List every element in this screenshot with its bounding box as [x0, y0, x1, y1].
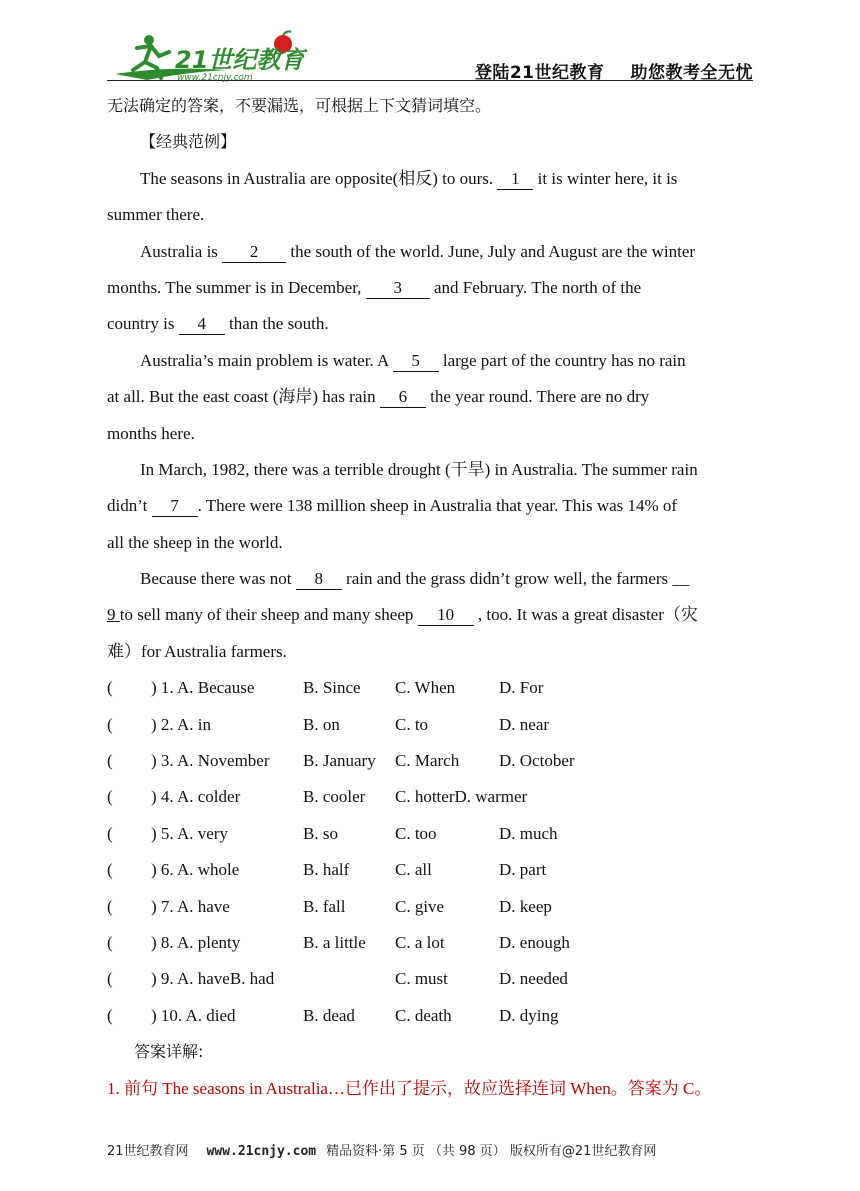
question-option-b: B. on — [303, 714, 340, 734]
question-row — [107, 743, 753, 779]
example-title: 【经典范例】 — [140, 132, 237, 152]
question-option-b: B. January — [303, 751, 376, 771]
passage-line: all the sheep in the world. — [107, 532, 283, 552]
question-option-a: ) 1. A. Because — [151, 678, 255, 698]
intro-line: 无法确定的答案，不要漏选，可根据上下文猜词填空。 — [107, 96, 492, 115]
blank-1: 1 — [497, 169, 533, 190]
passage-line: 难）for Australia farmers. — [107, 641, 287, 661]
footer-url: www.21cnjy.com — [206, 1144, 317, 1159]
question-answer-slot: ( — [107, 751, 113, 771]
passage-line: at all. But the east coast (海岸) has rain 6 the year round. There are no dry — [107, 387, 650, 407]
question-option-b: B. dead — [303, 1005, 355, 1025]
question-option-d: D. dying — [499, 1005, 559, 1025]
passage-line: summer there. — [107, 205, 205, 225]
passage-line: Because there was not 8 rain and the grass didn’t grow well, the farmers __ — [140, 569, 690, 589]
question-option-d: D. October — [499, 751, 575, 771]
passage-line: didn’t 7 . There were 138 million sheep in Australia that year. This was 14% of — [107, 496, 678, 516]
question-row — [107, 961, 753, 997]
question-row — [107, 816, 753, 852]
question-answer-slot: ( — [107, 678, 113, 698]
footer-info: 精品资料·第 5 页 （共 98 页） 版权所有@21世纪教育网 — [326, 1144, 657, 1159]
question-option-a: ) 3. A. November — [151, 751, 270, 771]
passage-line: In March, 1982, there was a terrible drought (干旱) in Australia. The summer rain — [140, 459, 698, 479]
passage-line: months here. — [107, 423, 195, 443]
question-option-b: B. half — [303, 860, 350, 880]
svg-text:www.21cnjy.com: www.21cnjy.com — [177, 73, 253, 82]
blank-6: 6 — [380, 387, 426, 408]
question-answer-slot: ( — [107, 1005, 113, 1025]
question-option-b: B. fall — [303, 896, 346, 916]
question-answer-slot: ( — [107, 787, 113, 807]
blank-7: 7 — [152, 496, 198, 517]
answer-heading: 答案详解: — [134, 1042, 204, 1062]
blank-5: 5 — [393, 351, 439, 372]
question-row — [107, 670, 753, 706]
question-option-c: C. too — [395, 823, 437, 843]
question-option-c: C. all — [395, 860, 432, 880]
question-answer-slot: ( — [107, 969, 113, 989]
answer-1: 1. 前句 The seasons in Australia…已作出了提示，故应选择连词 When。答案为 C。 — [107, 1078, 712, 1098]
question-option-d: D. needed — [499, 969, 568, 989]
blank-2: 2 — [222, 242, 286, 263]
question-list — [107, 670, 753, 1034]
passage-line: months. The summer is in December, 3 and February. The north of the — [107, 277, 642, 297]
question-answer-slot: ( — [107, 714, 113, 734]
question-option-a: ) 2. A. in — [151, 714, 211, 734]
passage-line: country is 4 than the south. — [107, 314, 329, 334]
site-logo — [107, 30, 317, 82]
question-option-d: D. keep — [499, 896, 552, 916]
question-row — [107, 707, 753, 743]
question-option-d: D. much — [499, 823, 558, 843]
question-row — [107, 925, 753, 961]
question-option-d: D. enough — [499, 932, 570, 952]
blank-8: 8 — [296, 569, 342, 590]
page-header — [107, 30, 753, 82]
question-option-b: B. so — [303, 823, 338, 843]
question-option-c: C. must — [395, 969, 448, 989]
question-answer-slot: ( — [107, 860, 113, 880]
footer-site: 21世纪教育网 — [107, 1144, 189, 1159]
question-answer-slot: ( — [107, 896, 113, 916]
question-option-a: ) 4. A. colder — [151, 787, 241, 807]
passage-line: Australia’s main problem is water. A 5 large part of the country has no rain — [140, 350, 686, 370]
header-slogan-1: 登陆21世纪教育 — [474, 63, 605, 83]
question-row — [107, 779, 753, 815]
question-option-c: C. March — [395, 751, 460, 771]
blank-4: 4 — [179, 314, 225, 335]
question-option-c: C. give — [395, 896, 445, 916]
question-answer-slot: ( — [107, 823, 113, 843]
passage-line: 9 to sell many of their sheep and many sheep 10 , too. It was a great disaster（灾 — [107, 605, 698, 625]
question-option-a: ) 10. A. died — [151, 1005, 236, 1025]
passage-line: Australia is 2 the south of the world. June, July and August are the winter — [140, 241, 696, 261]
blank-3: 3 — [366, 278, 430, 299]
question-option-c: C. When — [395, 678, 456, 698]
question-option-a: ) 7. A. have — [151, 896, 230, 916]
question-row — [107, 852, 753, 888]
page-footer — [107, 1140, 656, 1159]
document-body — [107, 88, 753, 1107]
question-option-d: D. part — [499, 860, 547, 880]
header-slogan-2: 助您教考全无忧 — [630, 63, 753, 83]
question-option-a: ) 5. A. very — [151, 823, 228, 843]
blank-9: 9 — [107, 605, 120, 625]
question-option-a: ) 9. A. haveB. had — [151, 969, 275, 989]
question-row — [107, 998, 753, 1034]
question-option-b: B. Since — [303, 678, 361, 698]
passage-line: The seasons in Australia are opposite(相反) to ours. 1 it is winter here, it is — [140, 168, 678, 188]
question-row — [107, 889, 753, 925]
question-option-d: D. For — [499, 678, 544, 698]
header-divider — [107, 80, 753, 81]
question-option-a: ) 6. A. whole — [151, 860, 240, 880]
question-option-c: C. death — [395, 1005, 452, 1025]
question-option-c: C. a lot — [395, 932, 445, 952]
svg-text:21世纪教育: 21世纪教育 — [175, 46, 305, 74]
question-answer-slot: ( — [107, 932, 113, 952]
question-option-c: C. to — [395, 714, 429, 734]
blank-10: 10 — [418, 605, 474, 626]
question-option-b: B. cooler — [303, 787, 366, 807]
question-option-a: ) 8. A. plenty — [151, 932, 241, 952]
blank-9-start: __ — [672, 569, 690, 589]
question-option-c: C. hotterD. warmer — [395, 787, 528, 807]
question-option-b: B. a little — [303, 932, 366, 952]
question-option-d: D. near — [499, 714, 550, 734]
